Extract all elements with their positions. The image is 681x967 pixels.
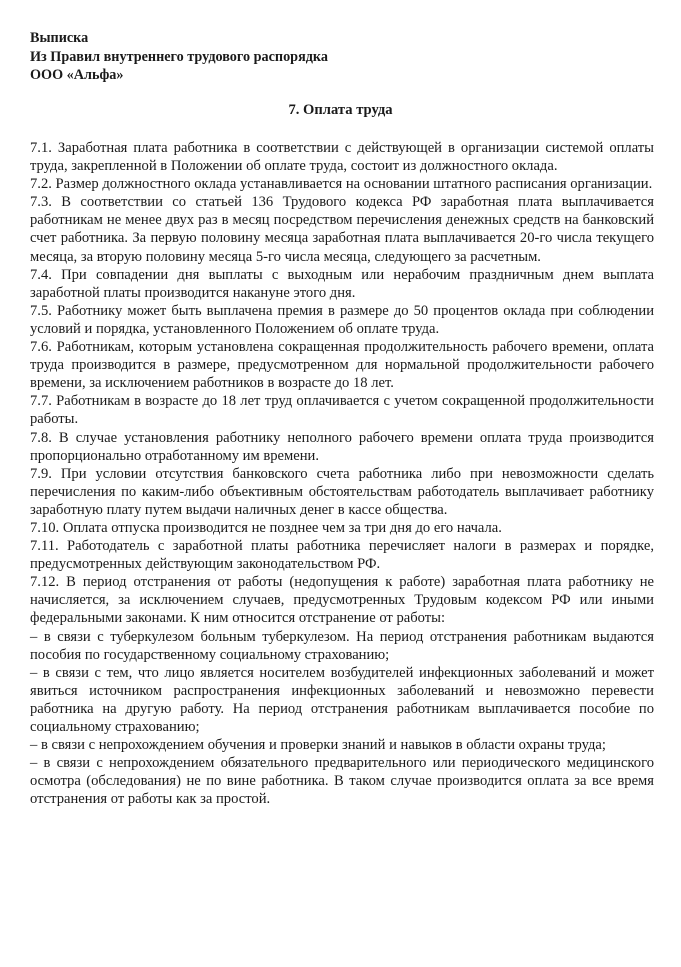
paragraph-7-4: 7.4. При совпадении дня выплаты с выходным или нерабочим праздничным днем выплата заработной платы производится накануне этого дня. xyxy=(30,266,654,301)
paragraph-7-10: 7.10. Оплата отпуска производится не позднее чем за три дня до его начала. xyxy=(30,519,502,536)
paragraph-7-12: 7.12. В период отстранения от работы (недопущения к работе) заработная плата работнику не начисляется, за исключением случаев, предусмотренных Трудовым кодексом РФ или иными федеральными законами. К ним относится отстранение от работы: xyxy=(30,574,654,627)
paragraph-7-9: 7.9. При условии отсутствия банковского счета работника либо при невозможности сделать перечисления по каким-либо объективным обстоятельствам работодатель выплачивает работнику заработную плату путем выдачи наличных денег в кассе общества. xyxy=(30,465,654,518)
paragraph-7-11: 7.11. Работодатель с заработной платы работника перечисляет налоги в размерах и порядке, предусмотренных действующим законодательством РФ. xyxy=(30,538,654,573)
paragraph-7-3: 7.3. В соответствии со статьей 136 Трудового кодекса РФ заработная плата выплачивается работникам не менее двух раз в месяц посредством перечисления денежных средств на банковский счет работника. За первую половину месяца заработная плата выплачивается 20-го числа текущего месяца, за вторую половину месяца 5-го числа месяца, следующего за расчетным. xyxy=(30,194,654,265)
section-title: 7. Оплата труда xyxy=(288,102,393,118)
paragraph-7-1: 7.1. Заработная плата работника в соответствии с действующей в организации системой оплаты труда, закрепленной в Положении об оплате труда, состоит из должностного оклада. xyxy=(30,140,654,175)
list-item-medical-exam: – в связи с непрохождением обязательного предварительного или периодического медицинского осмотра (обследования) не по вине работника. В таком случае производится оплата за все время отстранения от работы как за простой. xyxy=(30,755,654,808)
list-item-infection-carrier: – в связи с тем, что лицо является носителем возбудителей инфекционных заболеваний и может явиться источником распространения инфекционных заболеваний и невозможно перевести работника на другую работу. На период отстранения работникам выплачивается пособие по социальному страхованию; xyxy=(30,664,654,735)
list-item-safety-training: – в связи с непрохождением обучения и проверки знаний и навыков в области охраны труда; xyxy=(30,737,606,754)
paragraph-7-6: 7.6. Работникам, которым установлена сокращенная продолжительность рабочего времени, оплата труда производится в размере, предусмотренном для нормальной продолжительности рабочего времени, за исключением работников в возрасте до 18 лет. xyxy=(30,339,654,392)
section-body xyxy=(30,139,654,808)
list-item-tuberculosis: – в связи с туберкулезом больным туберкулезом. На период отстранения работникам выдаются пособия по государственному социальному страхованию; xyxy=(30,628,654,663)
paragraph-7-2: 7.2. Размер должностного оклада устанавливается на основании штатного расписания организации. xyxy=(30,176,653,193)
paragraph-7-7: 7.7. Работникам в возрасте до 18 лет труд оплачивается с учетом сокращенной продолжительности работы. xyxy=(30,393,654,428)
paragraph-7-5: 7.5. Работнику может быть выплачена премия в размере до 50 процентов оклада при соблюдении условий и порядка, установленного Положением об оплате труда. xyxy=(30,302,654,337)
header-source: Из Правил внутреннего трудового распорядка xyxy=(30,48,328,65)
paragraph-7-8: 7.8. В случае установления работнику неполного рабочего времени оплата труда производится пропорционально отработанному им времени. xyxy=(30,429,654,464)
header-title: Выписка xyxy=(30,30,89,46)
header-organization: ООО «Альфа» xyxy=(30,67,124,83)
document-header xyxy=(30,29,328,85)
